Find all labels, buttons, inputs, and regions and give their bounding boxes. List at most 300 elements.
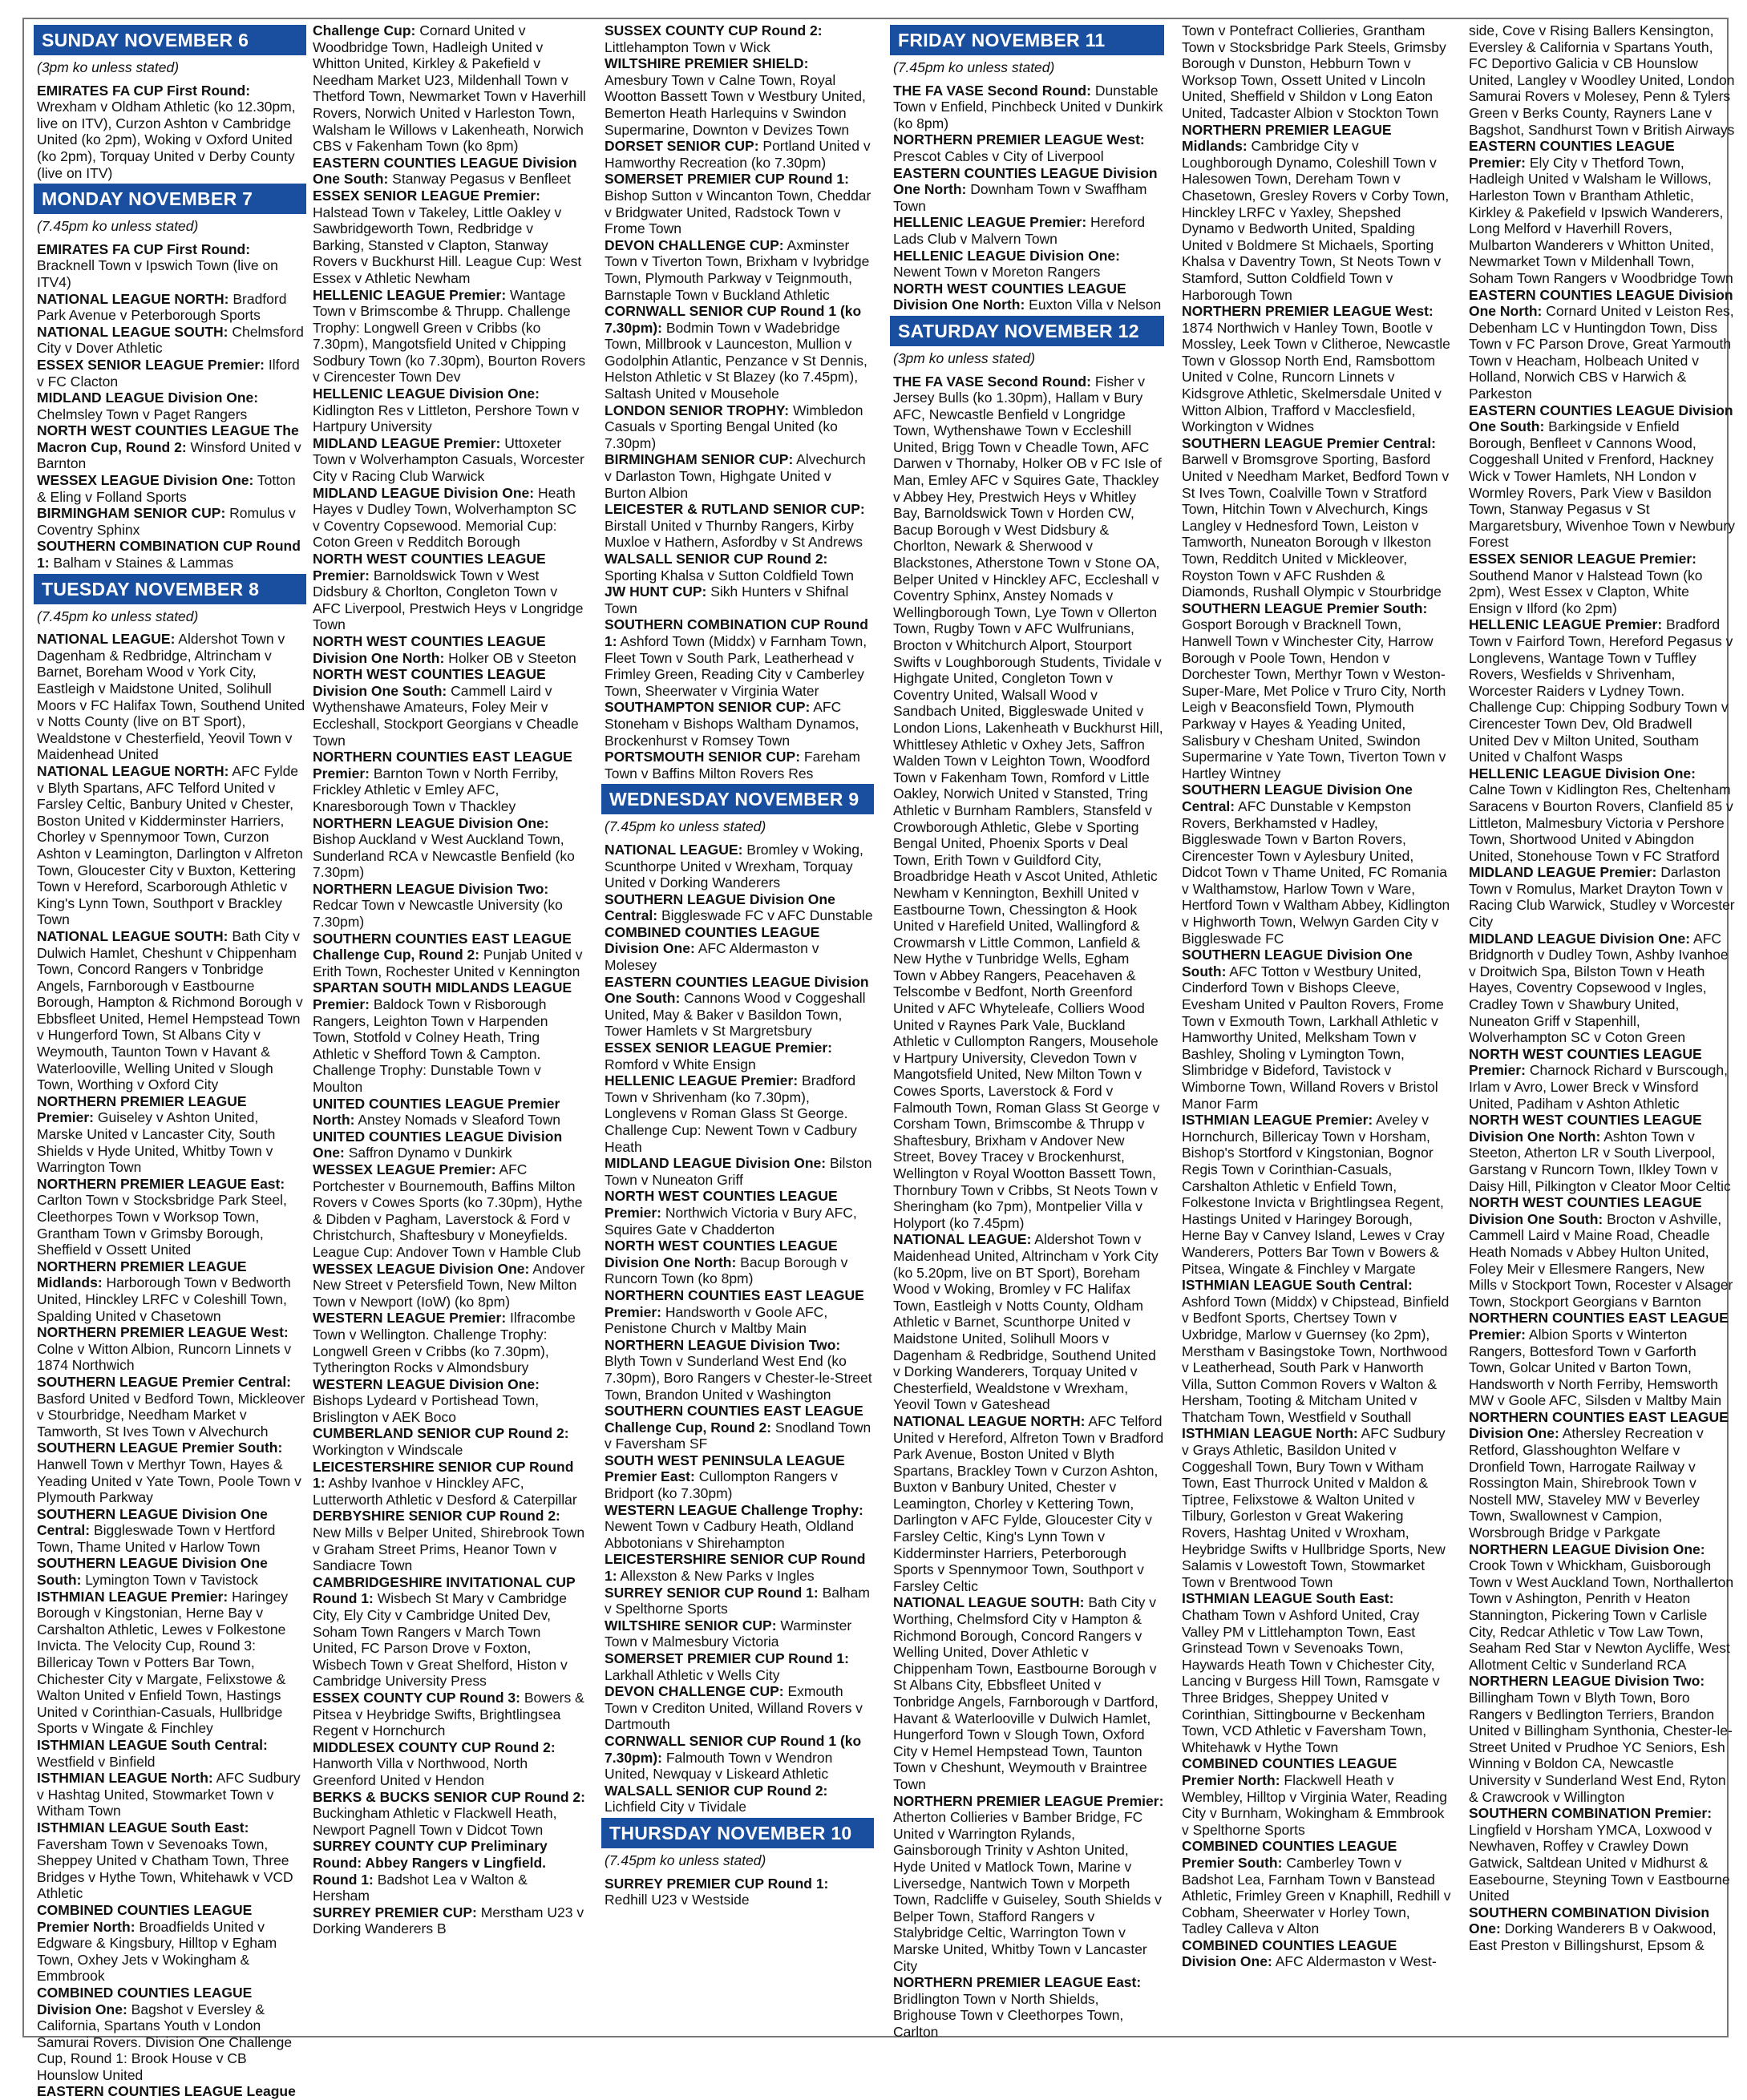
fixture-entry: [1469, 765, 1735, 865]
fixture-entry: [1469, 931, 1735, 1046]
competition-heading: WESSEX LEAGUE Division One:: [313, 1260, 530, 1277]
fixture-entry: [605, 237, 874, 303]
fixture-list: Baldock Town v Risborough Rangers, Leighton Town v Harpenden Town, Stotfold v Colney Heath, Tring Athletic v Shefford Town & Campton. Challenge Trophy: Dunstable Town v Moulton: [313, 996, 548, 1095]
fixture-entry: [313, 1376, 586, 1426]
fixture-entry: [605, 1337, 874, 1403]
competition-heading: SPARTAN SOUTH MIDLANDS LEAGUE Premier:: [313, 979, 572, 1013]
competition-heading: MIDLAND LEAGUE Division One:: [313, 484, 535, 501]
competition-heading: SOUTHERN LEAGUE Premier Central:: [37, 1373, 292, 1390]
fixture-entry: [1182, 781, 1451, 947]
fixture-entry: [313, 1789, 586, 1839]
fixture-entry: [37, 1440, 306, 1505]
fixture-list: Wrexham v Oldham Athletic (ko 12.30pm, live on ITV), Curzon Ashton v Cambridge United (ko 2pm), Woking v Oxford United (ko 2pm), Torquay United v Derby County (live on ITV): [37, 99, 296, 181]
fixture-entry: [605, 1287, 874, 1337]
fixture-list: Falmouth Town v Wendron United, Newquay v Liskeard Athletic: [605, 1749, 833, 1783]
fixture-list: Harborough Town v Bedworth United, Hinckley LRFC v Coleshill Town, Spalding United v Chasetown: [37, 1274, 291, 1324]
fixture-entry: [605, 1585, 874, 1617]
fixture-list: Downham Town v Swaffham Town: [893, 181, 1147, 214]
fixture-list: Brocton v Ashville, Cammell Laird v Maine Road, Cheadle Heath Nomads v Abbey Hulton United, Foley Meir v Ellesmere Rangers, New Mills v Stockport Town, Rocester v Alsager Town, Stockport Georgians v Barnton: [1469, 1210, 1733, 1310]
competition-heading: NORTH WEST COUNTIES LEAGUE Premier:: [313, 551, 546, 584]
competition-heading: ISTHMIAN LEAGUE Premier:: [1182, 1112, 1373, 1129]
fixture-entry: [313, 1739, 586, 1789]
fixture-entry: [605, 1040, 874, 1072]
fixture-entry: [1182, 1755, 1451, 1838]
fixture-list: Chatham Town v Ashford United, Cray Valley PM v Littlehampton Town, East Grinstead Town v Sevenoaks Town, Haywards Heath Town v Chichester City, Lancing v Burgess Hill Town, Ramsgate v Three Bridges, Sheppey United v Corinthian, Sittingbourne v Beckenham Town, VCD Athletic v Faversham Town, Whitehawk v Hythe Town: [1182, 1607, 1440, 1755]
fixture-list: Chelmsley Town v Paget Rangers: [37, 406, 248, 422]
fixture-entry: [1469, 551, 1735, 616]
fixture-list: Bodmin Town v Wadebridge Town, Millbrook v Launceston, Mullion v Godolphin Atlantic, Penzance v St Dennis, Helston Athletic v St Blazey (ko 7.45pm), Saltash United v Mousehole: [605, 319, 867, 402]
fixture-entry: [1182, 1112, 1451, 1277]
competition-heading: NORTHERN PREMIER LEAGUE East:: [893, 1974, 1142, 1991]
competition-heading: DEVON CHALLENGE CUP:: [605, 1683, 784, 1700]
fixture-list: Ashton Town v Steeton, Atherton LR v South Liverpool, Garstang v Runcorn Town, Ilkley Town v Daisy Hill, Pilkington v Cleator Moor Celtic: [1469, 1128, 1731, 1194]
fixture-list: Blyth Town v Sunderland West End (ko 7.30pm), Boro Rangers v Chester-le-Street Town, Brandon United v Washington: [605, 1353, 872, 1403]
fixture-list: Carlton Town v Stocksbridge Park Steel, Cleethorpes Town v Worksop Town, Grantham Town v Grimsby Borough, Sheffield v Ossett United: [37, 1192, 287, 1258]
competition-heading: NORTHERN COUNTIES EAST LEAGUE Premier:: [605, 1286, 864, 1320]
fixture-entry: [37, 357, 306, 390]
fixture-list: Sporting Khalsa v Sutton Coldfield Town: [605, 567, 854, 584]
fixture-list: Uttoxeter Town v Wolverhampton Casuals, Worcester City v Racing Club Warwick: [313, 434, 584, 485]
competition-heading: COMBINED COUNTIES LEAGUE Division One:: [1182, 1936, 1397, 1970]
fixture-list: Kidlington Res v Littleton, Pershore Town v Hartpury University: [313, 402, 580, 435]
fixture-entry: [605, 1072, 874, 1155]
fixture-list: Snodland Town v Faversham SF: [605, 1419, 871, 1452]
fixture-entry: [37, 1258, 306, 1324]
competition-heading: SOUTHERN LEAGUE Division One South:: [1182, 947, 1413, 979]
fixture-list: AFC Aldermaston v West-: [1272, 1953, 1437, 1970]
fixture-list: Balham v Staines & Lammas: [49, 555, 234, 571]
fixture-entry: [605, 1650, 874, 1683]
fixture-entry: [605, 1155, 874, 1188]
fixture-entry: [1182, 1277, 1451, 1425]
kickoff-note: (7.45pm ko unless stated): [37, 608, 199, 624]
fixture-list: Cammell Laird v Wythenshawe Amateurs, Foley Meir v Eccleshall, Stockport Georgians v Cheadle Town: [313, 682, 579, 749]
fixture-entry: [1469, 287, 1735, 402]
fixture-list: Saffron Dynamo v Dunkirk: [344, 1145, 512, 1161]
competition-heading: DERBYSHIRE SENIOR CUP Round 2:: [313, 1508, 560, 1525]
fixture-list: Redhill U23 v Westside: [605, 1892, 750, 1908]
fixture-list: AFC Totton v Westbury United, Cinderford Town v Bishops Cleeve, Evesham United v Paulton Rovers, Frome Town v Exmouth Town, Larkhall Athletic v Hamworthy United, Melksham Town v Bashley, Sholing v Lymington Town, Slimbridge v Bideford, Tavistock v Wimborne Town, Willand Rovers v Bristol Manor Farm: [1182, 963, 1444, 1112]
competition-heading: HELLENIC LEAGUE Premier:: [1469, 616, 1663, 633]
fixture-list: Wantage Town v Brimscombe & Thrupp. Challenge Trophy: Longwell Green v Cribbs (ko 7.30pm), Mangotsfield United v Chipping Sodbury Town (ko 7.30pm), Bourton Rovers v Cirencester Town Dev: [313, 286, 586, 386]
fixture-list: Dorking Wanderers B v Oakwood, East Preston v Billingshurst, Epsom &: [1469, 1920, 1717, 1953]
fixture-list: AFC Sudbury v Hashtag United, Stowmarket Town v Witham Town: [37, 1770, 301, 1819]
fixture-entry: [893, 214, 1164, 247]
fixture-list: Exmouth Town v Crediton United, Willand Rovers v Dartmouth: [605, 1683, 863, 1733]
competition-heading: WALSALL SENIOR CUP Round 2:: [605, 1782, 828, 1799]
competition-heading: NATIONAL LEAGUE NORTH:: [37, 290, 229, 307]
fixture-list: Badshot Lea v Walton & Hersham: [313, 1871, 528, 1904]
fixture-list: Northwich Victoria v Bury AFC, Squires Gate v Chadderton: [605, 1204, 857, 1238]
fixture-entry: [1469, 1904, 1735, 1954]
competition-heading: NATIONAL LEAGUE SOUTH:: [37, 323, 228, 340]
fixture-entry: [37, 631, 306, 763]
competition-heading: EASTERN COUNTIES LEAGUE League: [37, 2083, 296, 2100]
kickoff-note: (3pm ko unless stated): [893, 349, 1036, 366]
fixture-list: Bath City v Worthing, Chelmsford City v Hampton & Richmond Borough, Concord Rangers v Welling United, Dover Athletic v Chippenham Town, Eastbourne Borough v St Albans City, Ebbsfleet United v Tonbridge Angels, Farnborough v Dartford, Havant & Waterlooville v Dulwich Hamlet, Hungerford Town v Slough Town, Oxford City v Hemel Hempstead Town, Taunton Town v Cheshunt, Weymouth v Braintree Town: [893, 1594, 1159, 1792]
fixture-entry: [37, 1324, 306, 1374]
competition-heading: ESSEX SENIOR LEAGUE Premier:: [37, 356, 265, 373]
fixture-entry: [313, 1161, 586, 1261]
competition-heading: COMBINED COUNTIES LEAGUE Premier North:: [37, 1901, 253, 1935]
fixture-entry: [605, 22, 874, 55]
competition-heading: CORNWALL SENIOR CUP Round 1 (ko 7.30pm):: [605, 1732, 862, 1766]
fixture-entry: [1469, 402, 1735, 551]
fixture-list: Axminster Town v Tiverton Town, Brixham v Ivybridge Town, Plymouth Parkway v Teignmouth, Barnstaple Town v Buckland Athletic: [605, 236, 870, 303]
fixture-entry: [605, 1617, 874, 1650]
competition-heading: SOUTHERN LEAGUE Premier South:: [1182, 600, 1428, 616]
fixture-entry: [605, 1238, 874, 1287]
fixture-entry: [605, 842, 874, 891]
fixture-entry: [37, 1770, 306, 1819]
competition-heading: NORTH WEST COUNTIES LEAGUE Division One South:: [313, 666, 546, 699]
competition-heading: SOUTH WEST PENINSULA LEAGUE Premier East:: [605, 1452, 845, 1485]
competition-heading: NORTHERN PREMIER LEAGUE Midlands:: [37, 1258, 247, 1291]
competition-heading: SOUTHERN LEAGUE Division One South:: [37, 1555, 268, 1589]
fixture-list: Anstey Nomads v Sleaford Town: [354, 1112, 560, 1129]
fixture-list: Hanworth Villa v Northwood, North Greenford United v Hendon: [313, 1755, 528, 1788]
competition-heading: Challenge Cup:: [313, 22, 416, 38]
competition-heading: SOUTHERN COMBINATION Premier:: [1469, 1805, 1713, 1822]
fixture-list: Holker OB v Steeton: [444, 649, 576, 666]
fixture-list: side, Cove v Rising Ballers Kensington, Eversley & California v Spartans Youth, FC Deportivo Galicia v CB Hounslow United, Langley v Woodley United, London Samurai Rovers v Molesey, Penn & Tylers Green v Berks County, Rayners Lane v Bagshot, Sandhurst Town v British Airways: [1469, 22, 1735, 138]
fixture-list: Aldershot Town v Dagenham & Redbridge, Altrincham v Barnet, Boreham Wood v York City, Eastleigh v Maidstone United, Solihull Moors v FC Halifax Town, Southend United v Notts County (live on BT Sport), Wealdstone v Chesterfield, Yeovil Town v Maidenhead United: [37, 631, 305, 763]
competition-heading: EASTERN COUNTIES LEAGUE Division One South:: [1469, 402, 1733, 435]
competition-heading: BERKS & BUCKS SENIOR CUP Round 2:: [313, 1788, 585, 1805]
competition-heading: NORTH WEST COUNTIES LEAGUE Premier:: [1469, 1045, 1702, 1079]
fixture-list: Cambridge City v Loughborough Dynamo, Coleshill Town v Halesowen Town, Dereham Town v Chasetown, Gresley Rovers v Corby Town, Hinckley LRFC v Yaxley, Shepshed Dynamo v Bedworth United, Spalding United v Boldmere St Michaels, Sporting Khalsa v Daventry Town, St Neots Town v Stamford, Sutton Coldfield Town v Harborough Town: [1182, 138, 1450, 303]
competition-heading: ISTHMIAN LEAGUE South Central:: [1182, 1277, 1413, 1294]
competition-heading: NORTHERN PREMIER LEAGUE West:: [37, 1324, 289, 1341]
fixture-entry: [37, 1176, 306, 1258]
competition-heading: NORTHERN LEAGUE Division One:: [313, 814, 549, 831]
fixture-list: Lymington Town v Tavistock: [81, 1572, 258, 1589]
competition-heading: WILTSHIRE PREMIER SHIELD:: [605, 55, 809, 72]
competition-heading: WESSEX LEAGUE Premier:: [313, 1161, 496, 1177]
competition-heading: THE FA VASE Second Round:: [893, 373, 1091, 390]
fixture-entry: [1469, 22, 1735, 138]
fixture-entry: [313, 287, 586, 386]
competition-heading: EASTERN COUNTIES LEAGUE Division One North:: [1469, 286, 1733, 320]
competition-heading: COMBINED COUNTIES LEAGUE Division One:: [605, 923, 820, 957]
fixture-list: Calne Town v Kidlington Res, Cheltenham Saracens v Bourton Rovers, Clanfield 85 v Littleton, Malmesbury Victoria v Pershore Town, Shortwood United v Abingdon United, Stonehouse Town v FC Stratford: [1469, 781, 1733, 864]
fixture-list: AFC Telford United v Hereford, Alfreton Town v Bradford Park Avenue, Boston United v Blyth Spartans, Brackley Town v Curzon Ashton, Buxton v Banbury United, Chester v Leamington, Chorley v Kettering Town, Darlington v AFC Fylde, Gloucester City v Farsley Celtic, King's Lynn Town v Kidderminster Harriers, Peterborough Sports v Spennymoor Town, Southport v Farsley Celtic: [893, 1412, 1164, 1594]
fixture-entry: [313, 1690, 586, 1739]
fixture-entry: [605, 1452, 874, 1502]
fixture-list: Lingfield v Horsham YMCA, Loxwood v Newhaven, Roffey v Crawley Down Gatwick, Saltdean United v Midhurst & Easebourne, Steyning Town v Eastbourne United: [1469, 1821, 1730, 1904]
competition-heading: SURREY SENIOR CUP Round 1:: [605, 1584, 819, 1601]
competition-heading: ESSEX COUNTY CUP Round 3:: [313, 1689, 520, 1706]
competition-heading: NORTHERN LEAGUE Division Two:: [313, 880, 549, 897]
fixture-entry: [37, 538, 306, 571]
fixture-list: Southend Manor v Halstead Town (ko 2pm), West Essex v Clapton, White Ensign v Ilford (ko 2pm): [1469, 567, 1703, 616]
fixture-entry: [313, 815, 586, 881]
fixture-list: Buckingham Athletic v Flackwell Heath, Newport Pagnell Town v Didcot Town: [313, 1805, 557, 1838]
fixture-entry: [893, 374, 1164, 1232]
competition-heading: BIRMINGHAM SENIOR CUP:: [37, 505, 226, 522]
competition-heading: NORTH WEST COUNTIES LEAGUE Division One South:: [1469, 1194, 1702, 1227]
fixture-entry: [313, 931, 586, 980]
fixture-list: Hanwell Town v Merthyr Town, Hayes & Yeading United v Yate Town, Poole Town v Plymouth Parkway: [37, 1456, 301, 1506]
competition-heading: NORTHERN PREMIER LEAGUE Premier:: [37, 1092, 247, 1126]
fixture-entry: [1182, 1937, 1451, 1970]
fixture-entry: [1469, 1409, 1735, 1541]
competition-heading: HELLENIC LEAGUE Division One:: [313, 386, 540, 402]
fixture-list: Littlehampton Town v Wick: [605, 38, 770, 55]
fixture-entry: [1469, 616, 1735, 765]
fixture-entry: [1469, 1046, 1735, 1112]
fixture-list: Cannons Wood v Coggeshall United, May & Baker v Basildon Town, Tower Hamlets v St Margretsbury: [605, 990, 866, 1040]
fixture-entry: [605, 584, 874, 616]
competition-heading: DORSET SENIOR CUP:: [605, 138, 759, 155]
competition-heading: WESSEX LEAGUE Division One:: [37, 472, 254, 489]
competition-heading: NATIONAL LEAGUE:: [605, 841, 743, 858]
competition-heading: THE FA VASE Second Round:: [893, 82, 1091, 99]
fixture-entry: [893, 83, 1164, 132]
fixture-list: AFC Portchester v Bournemouth, Baffins Milton Rovers v Cowes Sports (ko 7.30pm), Hythe & Dibden v Pagham, Laverstock & Ford v Christchurch, Shaftesbury v Moneyfields. League Cup: Andover Town v Hamble Club: [313, 1161, 583, 1260]
fixture-entry: [605, 616, 874, 699]
competition-heading: MIDLAND LEAGUE Division One:: [37, 390, 259, 406]
competition-heading: NORTHERN LEAGUE Division One:: [1469, 1541, 1705, 1557]
competition-heading: EASTERN COUNTIES LEAGUE Division One South:: [313, 154, 577, 188]
fixture-entry: [605, 699, 874, 749]
kickoff-note: (3pm ko unless stated): [37, 59, 180, 75]
fixture-entry: [313, 666, 586, 749]
competition-heading: SOMERSET PREMIER CUP Round 1:: [605, 1650, 849, 1666]
fixture-list: Balham v Spelthorne Sports: [605, 1584, 870, 1617]
competition-heading: SURREY COUNTY CUP Preliminary Round: Abbey Rangers v Lingfield. Round 1:: [313, 1838, 548, 1888]
fixture-entry: [893, 281, 1164, 313]
fixture-list: Westfield v Binfield: [37, 1753, 156, 1770]
fixture-entry: [37, 1737, 306, 1770]
fixture-list: Sikh Hunters v Shifnal Town: [605, 584, 849, 616]
fixture-entry: [1469, 138, 1735, 286]
fixture-entry: [605, 451, 874, 501]
fixture-list: Bagshot v Eversley & California, Spartans Youth v London Samurai Rovers. Division One Challenge Cup, Round 1: Brook House v CB Hounslow United: [37, 2001, 293, 2083]
fixture-list: Charnock Richard v Burscough, Irlam v Avro, Lower Breck v Winsford United, Padiham v Ashton Athletic: [1469, 1062, 1728, 1112]
day-heading: SATURDAY NOVEMBER 12: [890, 316, 1164, 346]
competition-heading: WILTSHIRE SENIOR CUP:: [605, 1617, 777, 1634]
fixture-entry: [313, 1904, 586, 1937]
fixtures-column: [309, 22, 586, 2030]
competition-heading: HELLENIC LEAGUE Premier:: [605, 1072, 799, 1089]
fixture-entry: [313, 1459, 586, 1508]
fixture-list: Punjab United v Erith Town, Rochester United v Kennington: [313, 947, 583, 979]
competition-heading: CORNWALL SENIOR CUP Round 1 (ko 7.30pm):: [605, 303, 862, 336]
fixtures-column: [34, 22, 306, 2100]
fixture-entry: [605, 55, 874, 138]
fixture-list: Atherton Collieries v Bamber Bridge, FC United v Warrington Rylands, Gainsborough Trinity v Ashton United, Hyde United v Matlock Town, Marine v Liversedge, Nantwich Town v Morpeth Town, Radcliffe v Guiseley, South Shields v Belper Town, Stafford Rangers v Stalybridge Celtic, Warrington Town v Marske United, Whitby Town v Lancaster City: [893, 1809, 1162, 1974]
competition-heading: NORTH WEST COUNTIES LEAGUE Division One North:: [313, 632, 546, 666]
fixture-list: New Mills v Belper United, Shirebrook Town v Graham Street Prims, Heanor Town v Sandiacre Town: [313, 1525, 585, 1574]
day-heading: TUESDAY NOVEMBER 8: [34, 574, 306, 604]
fixture-entry: [1182, 947, 1451, 1112]
fixture-list: Bracknell Town v Ipswich Town (live on ITV4): [37, 257, 278, 290]
competition-heading: LEICESTER & RUTLAND SENIOR CUP:: [605, 501, 865, 518]
fixture-list: Colne v Witton Albion, Runcorn Linnets v 1874 Northwich: [37, 1340, 292, 1374]
fixture-entry: [605, 974, 874, 1040]
competition-heading: ESSEX SENIOR LEAGUE Premier:: [605, 1040, 832, 1056]
fixture-list: Barwell v Bromsgrove Sporting, Basford United v Needham Market, Bedford Town v St Ives Town, Coalville Town v Stratford Town, Hitchin Town v Alvechurch, Kings Langley v Hednesford Town, Leiston v Tamworth, Nuneaton Borough v Ilkeston Town, Redditch United v Mickleover, Royston Town v AFC Rushden & Diamonds, Rushall Olympic v Stourbridge: [1182, 451, 1450, 600]
fixture-list: Allexston & New Parks v Ingles: [617, 1568, 815, 1585]
kickoff-note: (7.45pm ko unless stated): [37, 218, 199, 235]
fixture-list: AFC Dunstable v Kempston Rovers, Berkhamsted v Hadley, Biggleswade Town v Barton Rovers, Cirencester Town v Aylesbury United, Didcot Town v Thame United, FC Romania v Walthamstow, Harlow Town v Ware, Hertford Town v Waltham Abbey, Kidlington v Highworth Town, Welwyn Garden City v Biggleswade FC: [1182, 798, 1450, 947]
fixture-entry: [313, 633, 586, 666]
competition-heading: SOUTHERN COMBINATION Division One:: [1469, 1904, 1710, 1937]
fixture-entry: [1182, 1425, 1451, 1590]
fixture-list: Gosport Borough v Bracknell Town, Hanwell Town v Winchester City, Harrow Borough v Poole Town, Hendon v Dorchester Town, Merthyr Town v Weston-Super-Mare, Met Police v Truro City, North Leigh v Beaconsfield Town, Plymouth Parkway v Hayes & Yeading United, Salisbury v Chesham United, Swindon Supermarine v Yate Town, Tiverton Town v Hartley Wintney: [1182, 616, 1446, 781]
fixture-list: Stanway Pegasus v Benfleet: [388, 171, 571, 188]
fixture-entry: [313, 155, 586, 188]
fixture-list: Bromley v Woking, Scunthorpe United v Wrexham, Torquay United v Dorking Wanderers: [605, 841, 863, 891]
competition-heading: ISTHMIAN LEAGUE North:: [37, 1770, 213, 1787]
fixture-list: Ilford v FC Clacton: [37, 356, 300, 390]
fixture-list: AFC Bridgnorth v Dudley Town, Ashby Ivanhoe v Droitwich Spa, Bilston Town v Heath Hayes, Coventry Copsewood v Ingles, Cradley Town v Shawbury United, Nuneaton Griff v Stapenhill, Wolverhampton SC v Coton Green: [1469, 930, 1729, 1046]
competition-heading: LONDON SENIOR TROPHY:: [605, 402, 790, 418]
competition-heading: ESSEX SENIOR LEAGUE Premier:: [1469, 551, 1696, 567]
competition-heading: UNITED COUNTIES LEAGUE Division One:: [313, 1128, 563, 1161]
fixture-entry: [605, 402, 874, 452]
fixture-entry: [37, 83, 306, 182]
competition-heading: HELLENIC LEAGUE Premier:: [893, 214, 1087, 231]
fixture-entry: [893, 1231, 1164, 1413]
fixture-entry: [1469, 1541, 1735, 1674]
fixture-list: Birstall United v Thurnby Rangers, Kirby Muxloe v Hathern, Asfordby v St Andrews: [605, 517, 863, 551]
fixture-list: Biggleswade Town v Hertford Town, Thame United v Harlow Town: [37, 1522, 276, 1555]
competition-heading: NORTHERN PREMIER LEAGUE West:: [1182, 303, 1434, 320]
competition-heading: NORTH WEST COUNTIES LEAGUE Division One North:: [605, 1238, 838, 1270]
competition-heading: PORTSMOUTH SENIOR CUP:: [605, 749, 801, 765]
fixture-list: Barkingside v Enfield Borough, Benfleet v Cannons Wood, Coggeshall United v Frenford, Hackney Wick v Tower Hamlets, NH London v Wormley Rovers, Park View v Basildon Town, Stanway Pegasus v St Margaretsbury, Wivenhoe Town v Newbury Forest: [1469, 418, 1735, 551]
competition-heading: ISTHMIAN LEAGUE Premier:: [37, 1588, 228, 1605]
competition-heading: NORTHERN PREMIER LEAGUE Midlands:: [1182, 121, 1392, 155]
competition-heading: NATIONAL LEAGUE:: [37, 631, 176, 648]
kickoff-note: (7.45pm ko unless stated): [893, 59, 1055, 75]
fixture-entry: [37, 390, 306, 422]
fixture-list: Newent Town v Moreton Rangers: [893, 264, 1101, 281]
fixture-list: Barnoldswick Town v West Didsbury & Chorlton, Congleton Town v AFC Liverpool, Prestwich Heys v Longridge Town: [313, 567, 584, 633]
competition-heading: LEICESTERSHIRE SENIOR CUP Round 1:: [605, 1551, 866, 1585]
fixture-entry: [37, 1589, 306, 1737]
fixture-list: Haringey Borough v Kingstonian, Herne Bay v Carshalton Athletic, Lewes v Folkestone Invicta. The Velocity Cup, Round 3: Billericay Town v Potters Bar Town, Chichester City v Margate, Felixstowe & Walton United v Enfield Town, Hastings United v Corinthian-Casuals, Hullbridge Sports v Wingate & Finchley: [37, 1588, 289, 1737]
fixture-list: Hereford Lads Club v Malvern Town: [893, 214, 1146, 247]
fixture-list: Totton & Eling v Folland Sports: [37, 472, 296, 505]
fixture-list: Bridlington Town v North Shields, Brighouse Town v Cleethorpes Town, Carlton: [893, 1990, 1124, 2040]
competition-heading: BIRMINGHAM SENIOR CUP:: [605, 451, 794, 468]
competition-heading: ISTHMIAN LEAGUE North:: [1182, 1425, 1358, 1442]
fixture-entry: [605, 1502, 874, 1552]
fixture-list: AFC Fylde v Blyth Spartans, AFC Telford United v Farsley Celtic, Banbury United v Chester, Boston United v Kidderminster Harriers, Chorley v Spennymoor Town, Curzon Ashton v Leamington, Darlington v Alfreton Town, Gloucester City v Buxton, Kettering Town v Hereford, Scarborough Athletic v King's Lynn Town, Southport v Brackley Town: [37, 762, 303, 928]
fixture-entry: [1469, 1194, 1735, 1310]
fixture-list: Cullompton Rangers v Bridport (ko 7.30pm): [605, 1468, 838, 1502]
fixture-list: Portland United v Hamworthy Recreation (ko 7.30pm): [605, 138, 871, 171]
fixture-entry: [313, 435, 586, 485]
fixture-list: Amesbury Town v Calne Town, Royal Wootton Bassett Town v Westbury United, Bemerton Heath Harlequins v Swindon Supermarine, Downton v Devizes Town: [605, 71, 866, 138]
fixture-list: Bishops Lydeard v Portishead Town, Brislington v AEK Boco: [313, 1392, 540, 1425]
competition-heading: CAMBRIDGESHIRE INVITATIONAL CUP Round 1:: [313, 1573, 576, 1607]
competition-heading: NORTH WEST COUNTIES LEAGUE Division One North:: [1469, 1112, 1702, 1145]
competition-heading: JW HUNT CUP:: [605, 584, 707, 600]
fixture-entry: [893, 1793, 1164, 1975]
fixture-entry: [605, 1403, 874, 1452]
competition-heading: NORTHERN PREMIER LEAGUE Premier:: [893, 1792, 1164, 1809]
fixture-entry: [605, 138, 874, 171]
fixture-entry: [313, 1574, 586, 1690]
competition-heading: COMBINED COUNTIES LEAGUE Premier South:: [1182, 1838, 1397, 1871]
fixture-list: Bacup Borough v Runcorn Town (ko 8pm): [605, 1254, 848, 1287]
fixture-list: Fisher v Jersey Bulls (ko 1.30pm), Hallam v Bury AFC, Newcastle Benfield v Longridge Town, Wythenshawe Town v Eccleshill United, Brigg Town v Cheadle Town, AFC Darwen v Thornaby, Holker OB v FC Isle of Man, Emley AFC v Squires Gate, Thackley v Abbey Hey, Prestwich Heys v Whitley Bay, Barnoldswick Town v Horden CW, Bacup Borough v West Didsbury & Chorlton, Newark & Sherwood v Blackstones, Atherstone Town v Stone OA, Belper United v Hinckley AFC, Eccleshall v Coventry Sphinx, Anstey Nomads v Wellingborough Town, Lye Town v Ollerton Town, Rugby Town v AFC Wulfrunians, Brocton v Whitchurch Alport, Stourport Swifts v Loughborough Students, Tividale v Highgate United, Congleton Town v Coventry United, Walsall Wood v Sandbach United, Biggleswade United v London Lions, Lakenheath v Buckhurst Hill, Whittlesey Athletic v Oxhey Jets, Saffron Walden Town v Leighton Town, Woodford Town v Fakenham Town, Romford v Little Oakley, Norwich United v Stansted, Tring Athletic v Burnham Ramblers, Stansfeld v Crowborough Athletic, Glebe v Sporting Bengal United, Phoenix Sports v Deal Town, Erith Town v Guildford City, Broadbridge Heath v Ascot United, Athletic Newham v Kennington, Bexhill United v Eastbourne Town, Chessington & Hook United v Harefield United, Wallingford & Crowmarsh v Little Common, Lanfield & New Hythe v Tunbridge Wells, Egham Town v Abbey Rangers, Peacehaven & Telscombe v Bedfont, North Greenford United v AFC Whyteleafe, Colliers Wood United v Raynes Park Vale, Buckland Athletic v Cullompton Rangers, Mousehole v Hartpury University, Clevedon Town v Mangotsfield United, New Milton Town v Cowes Sports, Laverstock & Ford v Falmouth Town, Roman Glass St George v Corsham Town, Brimscombe & Thrupp v Shaftesbury, Brixham v Andover New Street, Bovey Tracey v Brockenhurst, Wellington v Royal Wootton Bassett Town, Thornbury Town v Cribbs, St Neots Town v Sheringham (ko 7pm), Montpelier Villa v Holyport (ko 7.45pm): [893, 373, 1163, 1231]
fixture-entry: [37, 472, 306, 505]
competition-heading: SURREY PREMIER CUP:: [313, 1904, 477, 1920]
competition-heading: COMBINED COUNTIES LEAGUE Division One:: [37, 1984, 253, 2017]
fixture-list: Crook Town v Whickham, Guisborough Town v West Auckland Town, Northallerton Town v Ashington, Penrith v Heaton Stannington, Pickering Town v Carlisle City, Redcar Athletic v Tow Law Town, Seaham Red Star v Newton Aycliffe, West Allotment Celtic v Sunderland RCA: [1469, 1557, 1734, 1673]
fixture-list: Ashford Town (Middx) v Farnham Town, Fleet Town v South Park, Leatherhead v Frimley Green, Reading City v Camberley Town, Sheerwater v Virginia Water: [605, 632, 867, 699]
fixture-entry: [313, 1129, 586, 1161]
fixtures-column: [1466, 22, 1735, 2030]
competition-heading: NATIONAL LEAGUE SOUTH:: [893, 1594, 1085, 1611]
fixture-entry: [313, 485, 586, 551]
competition-heading: NATIONAL LEAGUE NORTH:: [37, 762, 229, 779]
fixture-list: Heath Hayes v Dudley Town, Wolverhampton SC v Coventry Copsewood. Memorial Cup: Coton Green v Redditch Borough: [313, 484, 577, 551]
competition-heading: ISTHMIAN LEAGUE South Central:: [37, 1737, 268, 1753]
fixture-list: Flackwell Heath v Wembley, Hilltop v Virginia Water, Reading City v Burnham, Wokingham & Emmbrook v Spelthorne Sports: [1182, 1771, 1448, 1838]
fixture-list: 1874 Northwich v Hanley Town, Bootle v Mossley, Leek Town v Clitheroe, Newcastle Town v Glossop North End, Ramsbottom United v Colne, Runcorn Linnets v Kidsgrove Athletic, Skelmersdale United v Witton Albion, Trafford v Macclesfield, Workington v Widnes: [1182, 319, 1450, 435]
fixture-list: Bishop Sutton v Wincanton Town, Cheddar v Bridgwater United, Radstock Town v Frome Town: [605, 187, 871, 237]
competition-heading: WESTERN LEAGUE Challenge Trophy:: [605, 1501, 863, 1518]
fixture-entry: [605, 1188, 874, 1238]
fixture-entry: [605, 1683, 874, 1733]
fixture-entry: [1182, 1838, 1451, 1937]
competition-heading: SURREY PREMIER CUP Round 1:: [605, 1875, 829, 1892]
fixture-list: Ilfracombe Town v Wellington. Challenge Trophy: Longwell Green v Cribbs (ko 7.30pm), Tytherington Rocks v Almondsbury: [313, 1310, 576, 1376]
fixture-list: Winsford United v Barnton: [37, 438, 301, 472]
fixture-list: Cornard United v Leiston Res, Debenham LC v Huntingdon Town, Diss Town v FC Parson Drove, Great Yarmouth Town v Heacham, Holbeach United v Holland, Norwich CBS v Harwich & Parkeston: [1469, 303, 1734, 402]
fixture-entry: [37, 505, 306, 538]
day-heading: WEDNESDAY NOVEMBER 9: [601, 784, 874, 814]
fixture-entry: [37, 324, 306, 357]
competition-heading: SOMERSET PREMIER CUP Round 1:: [605, 171, 849, 188]
fixture-list: Camberley Town v Badshot Lea, Farnham Town v Banstead Athletic, Frimley Green v Knaphill, Redhill v Cobham, Sheerwater v Horley Town, Tadley Calleva v Alton: [1182, 1854, 1451, 1937]
fixture-entry: [893, 1413, 1164, 1595]
fixture-entry: [1469, 864, 1735, 930]
fixtures-column: [1179, 22, 1451, 2030]
fixture-entry: [313, 386, 586, 435]
competition-heading: NORTH WEST COUNTIES LEAGUE Premier:: [605, 1188, 838, 1221]
fixture-list: Euxton Villa v Nelson: [1025, 297, 1162, 313]
fixtures-column: [890, 22, 1164, 2040]
fixture-list: Romulus v Coventry Sphinx: [37, 505, 296, 538]
competition-heading: ESSEX SENIOR LEAGUE Premier:: [313, 187, 540, 204]
fixture-entry: [313, 22, 586, 155]
fixture-entry: [1182, 600, 1451, 782]
competition-heading: SOUTHERN COUNTIES EAST LEAGUE Challenge Cup, Round 2:: [313, 930, 572, 963]
competition-heading: NORTHERN PREMIER LEAGUE East:: [37, 1175, 285, 1192]
fixture-entry: [1182, 435, 1451, 600]
fixture-list: Fareham Town v Baffins Milton Rovers Res: [605, 749, 860, 781]
kickoff-note: (7.45pm ko unless stated): [605, 1852, 766, 1868]
competition-heading: MIDLAND LEAGUE Division One:: [1469, 930, 1691, 947]
competition-heading: SOUTHAMPTON SENIOR CUP:: [605, 699, 811, 716]
competition-heading: NATIONAL LEAGUE SOUTH:: [37, 927, 228, 944]
fixture-entry: [37, 1902, 306, 1985]
competition-heading: SOUTHERN LEAGUE Premier South:: [37, 1440, 283, 1456]
fixture-entry: [313, 551, 586, 633]
fixture-entry: [313, 979, 586, 1095]
fixture-list: Workington v Windscale: [313, 1442, 463, 1459]
fixture-list: Ashford Town (Middx) v Chipstead, Binfield v Bedfont Sports, Chertsey Town v Uxbridge, Marlow v Guernsey (ko 2pm), Merstham v Basingstoke Town, Northwood v Leatherhead, South Park v Hanworth Villa, Sutton Common Rovers v Walton & Hersham, Tooting & Mitcham United v Thatcham Town, Westfield v Southall: [1182, 1293, 1450, 1425]
fixture-list: Wisbech St Mary v Cambridge City, Ely City v Cambridge United Dev, Soham Town Rangers v March Town United, FC Parson Drove v Foxton, Wisbech Town v Great Shelford, Histon v Cambridge University Press: [313, 1590, 568, 1690]
fixture-list: Wimbledon Casuals v Sporting Bengal United (ko 7.30pm): [605, 402, 863, 451]
